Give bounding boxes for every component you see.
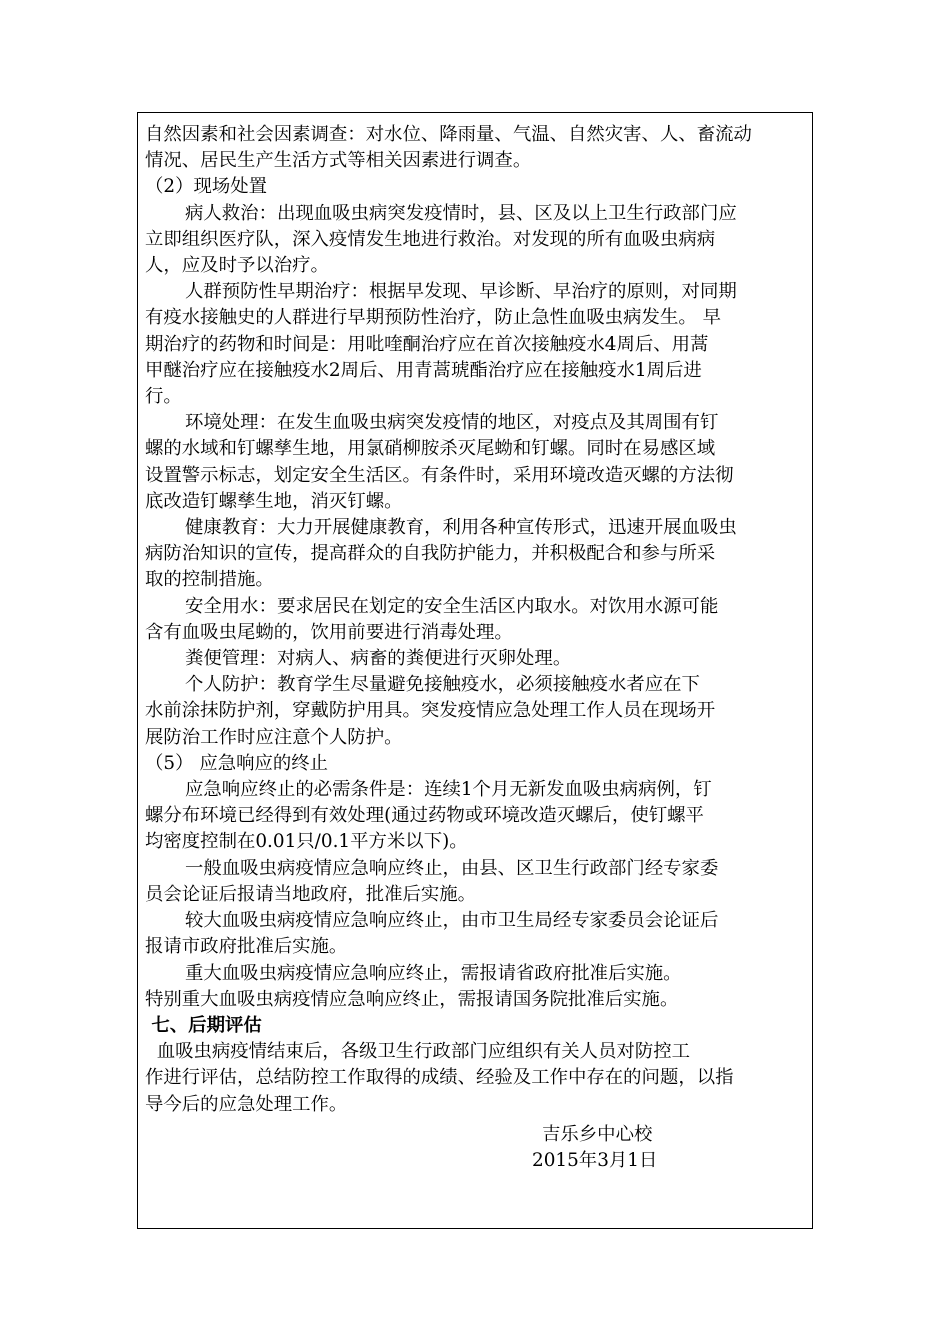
text-line: 设置警示标志，划定安全生活区。有条件时，采用环境改造灭螺的方法彻	[145, 464, 734, 486]
text-line: 取的控制措施。	[145, 569, 274, 591]
text-line: 员会论证后报请当地政府，批准后实施。	[145, 883, 477, 905]
text-line: 环境处理：在发生血吸虫病突发疫情的地区，对疫点及其周围有钉	[185, 412, 719, 434]
text-line: 作进行评估，总结防控工作取得的成绩、经验及工作中存在的问题，以指	[145, 1067, 734, 1089]
text-line: 有疫水接触史的人群进行早期预防性治疗，防止急性血吸虫病发生。 早	[145, 307, 721, 329]
document-body	[145, 122, 811, 1118]
text-line: 病人救治：出现血吸虫病突发疫情时，县、区及以上卫生行政部门应	[185, 202, 737, 224]
text-line: 立即组织医疗队，深入疫情发生地进行救治。对发现的所有血吸虫病病	[145, 228, 716, 250]
section-heading: 七、后期评估	[145, 1014, 262, 1036]
text-line: 导今后的应急处理工作。	[145, 1093, 348, 1115]
text-line: 一般血吸虫病疫情应急响应终止，由县、区卫生行政部门经专家委	[185, 857, 719, 879]
text-line: 较大血吸虫病疫情应急响应终止，由市卫生局经专家委员会论证后	[185, 910, 719, 932]
text-line: 期治疗的药物和时间是：用吡喹酮治疗应在首次接触疫水4周后、用蒿	[145, 333, 709, 355]
text-line: 人，应及时予以治疗。	[145, 255, 329, 277]
text-line: （5） 应急响应的终止	[145, 752, 329, 774]
text-line: 粪便管理：对病人、病畜的粪便进行灭卵处理。	[185, 648, 572, 670]
text-line: 含有血吸虫尾蚴的，饮用前要进行消毒处理。	[145, 621, 513, 643]
text-line: 人群预防性早期治疗：根据早发现、早诊断、早治疗的原则，对同期	[185, 281, 737, 303]
text-line: 特别重大血吸虫病疫情应急响应终止，需报请国务院批准后实施。	[145, 988, 679, 1010]
text-line: 重大血吸虫病疫情应急响应终止，需报请省政府批准后实施。	[185, 962, 682, 984]
text-line: 展防治工作时应注意个人防护。	[145, 726, 403, 748]
text-line: （2）现场处置	[145, 176, 268, 198]
text-line: 应急响应终止的必需条件是：连续1个月无新发血吸虫病病例，钉	[185, 779, 712, 801]
signature-date: 2015年3月1日	[532, 1150, 658, 1171]
text-line: 报请市政府批准后实施。	[145, 936, 348, 958]
text-line: 健康教育：大力开展健康教育，利用各种宣传形式，迅速开展血吸虫	[185, 517, 737, 539]
text-line: 均密度控制在0.01只/0.1平方米以下)。	[145, 831, 468, 853]
text-line: 底改造钉螺孳生地，消灭钉螺。	[145, 490, 403, 512]
text-line: 个人防护：教育学生尽量避免接触疫水，必须接触疫水者应在下	[185, 674, 700, 696]
text-line: 行。	[145, 386, 182, 408]
signature-block	[532, 1122, 657, 1174]
text-line: 水前涂抹防护剂，穿戴防护用具。突发疫情应急处理工作人员在现场开	[145, 700, 716, 722]
text-line: 甲醚治疗应在接触疫水2周后、用青蒿琥酯治疗应在接触疫水1周后进	[145, 359, 702, 381]
text-line: 螺分布环境已经得到有效处理(通过药物或环境改造灭螺后，使钉螺平	[145, 805, 704, 827]
text-line: 病防治知识的宣传，提高群众的自我防护能力，并积极配合和参与所采	[145, 543, 716, 565]
text-line: 血吸虫病疫情结束后，各级卫生行政部门应组织有关人员对防控工	[145, 1041, 691, 1063]
text-line: 自然因素和社会因素调查：对水位、降雨量、气温、自然灾害、人、畜流动	[145, 124, 752, 145]
text-line: 螺的水域和钉螺孳生地，用氯硝柳胺杀灭尾蚴和钉螺。同时在易感区域	[145, 438, 716, 460]
text-line: 安全用水：要求居民在划定的安全生活区内取水。对饮用水源可能	[185, 595, 719, 617]
text-line: 情况、居民生产生活方式等相关因素进行调查。	[145, 150, 532, 172]
signature-org: 吉乐乡中心校	[542, 1124, 653, 1145]
